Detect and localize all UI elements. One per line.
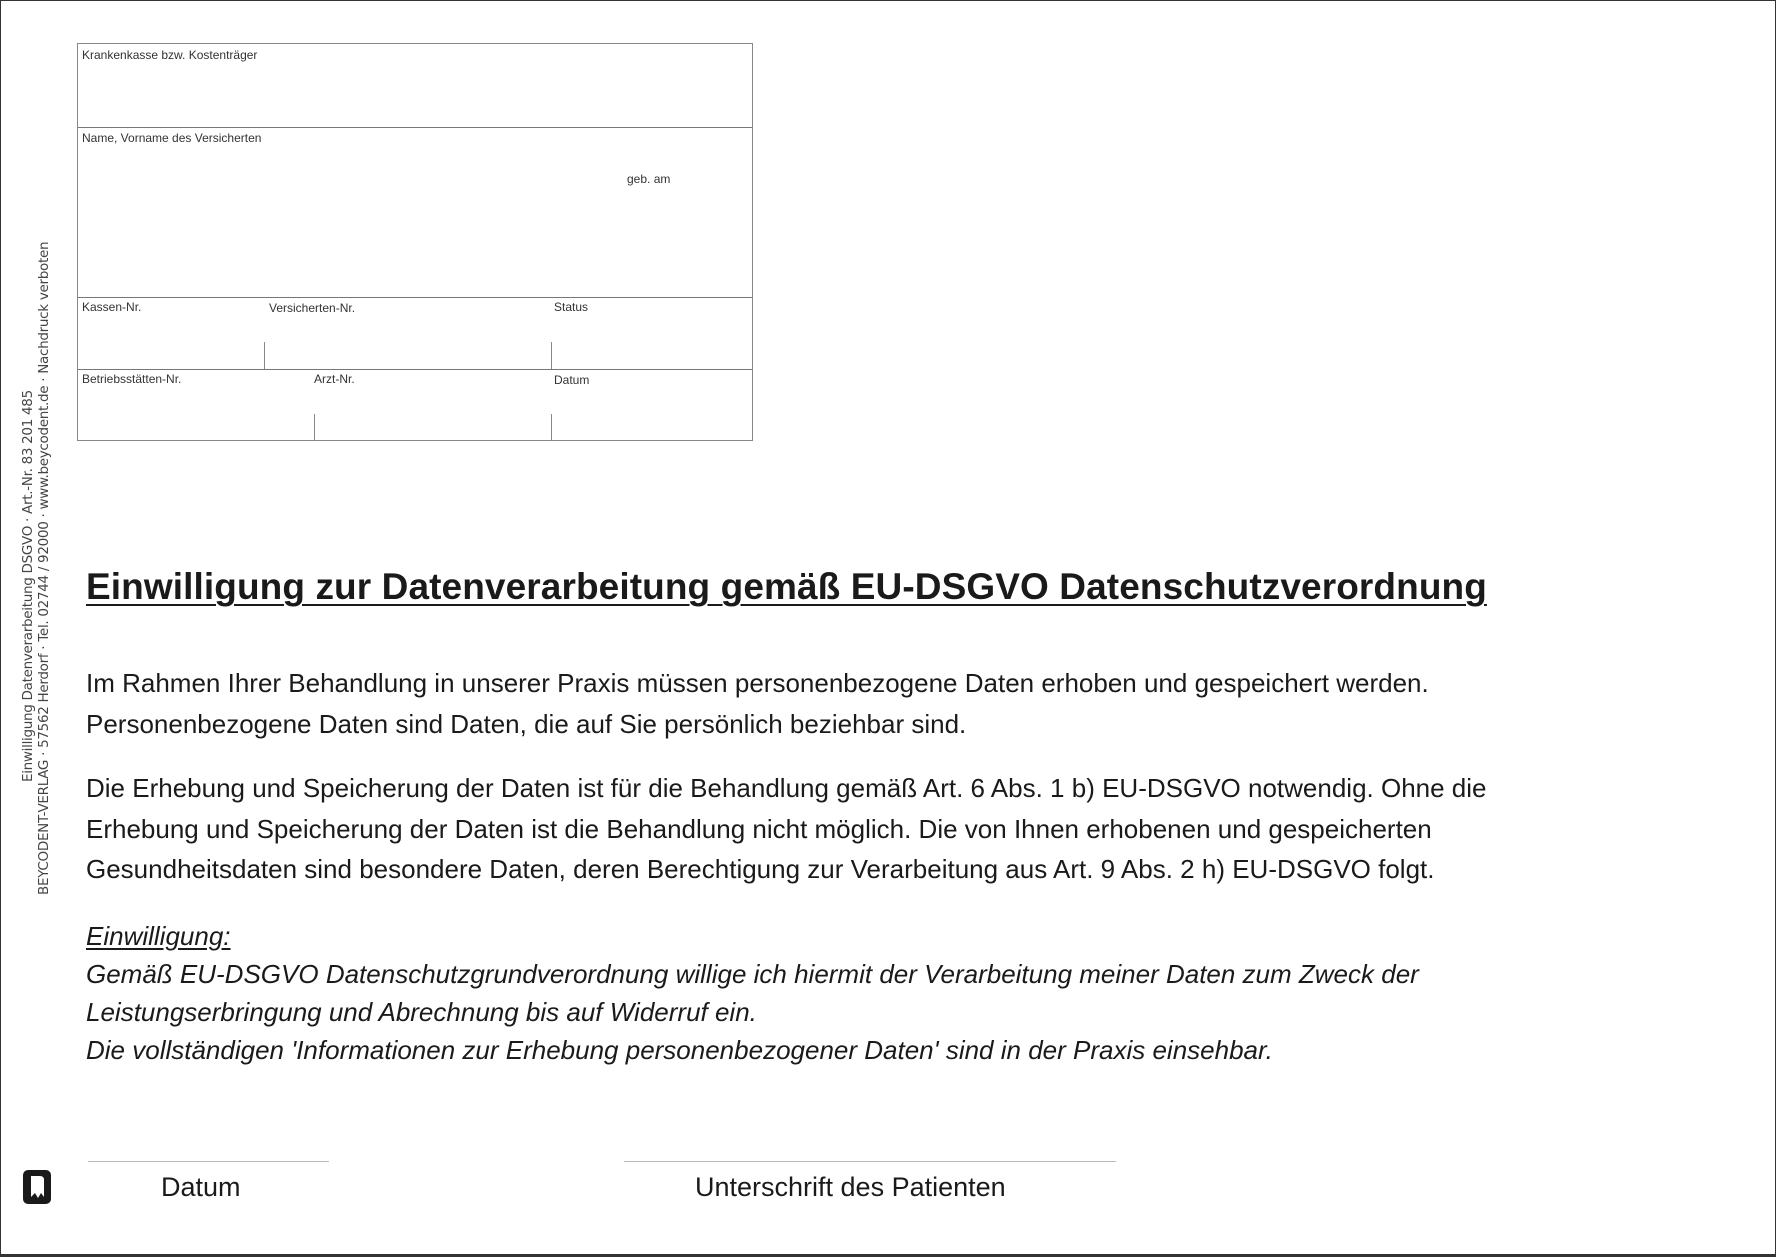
status-label: Status [554,300,589,314]
versicherten-nr-label: Versicherten-Nr. [269,301,356,315]
field-separator [264,342,265,369]
publisher-logo [23,1170,51,1204]
consent-line: Leistungserbringung und Abrechnung bis auf Widerruf ein. [86,997,757,1027]
paragraph-line: Im Rahmen Ihrer Behandlung in unserer Praxis müssen personenbezogene Daten erhoben und gespeichert werden. [86,668,1429,698]
datum-label: Datum [554,373,590,387]
publisher-info-text: BEYCODENT-VERLAG · 57562 Herdorf · Tel. 02744 / 92000 · www.beycodent.de · Nachdruck verboten [36,241,52,895]
date-signature-label: Datum [161,1172,241,1202]
paragraph-line: Personenbezogene Daten sind Daten, die auf Sie persönlich beziehbar sind. [86,708,967,739]
article-info-text: Einwilligung Datenverarbeitung DSGVO · Art.-Nr. 83 201 485 [20,390,36,782]
insurance-card-form [77,43,753,441]
form-divider [78,297,752,298]
intro-paragraph [86,663,1429,744]
paragraph-line: Gesundheitsdaten sind besondere Daten, deren Berechtigung zur Verarbeitung aus Art. 9 Abs. 2 h) EU-DSGVO folgt. [86,854,1435,884]
tooth-logo-icon [23,1170,51,1204]
consent-line: Gemäß EU-DSGVO Datenschutzgrundverordnung willige ich hiermit der Verarbeitung meiner Daten zum Zweck der [86,959,1419,989]
geb-am-label: geb. am [627,172,671,186]
consent-heading: Einwilligung: [86,921,231,951]
consent-section [86,917,1419,1069]
kassen-nr-label: Kassen-Nr. [82,300,142,314]
form-divider [78,369,752,370]
patient-signature-line [624,1161,1116,1162]
date-signature-line [88,1161,329,1162]
arzt-nr-label: Arzt-Nr. [314,372,355,386]
field-separator [551,414,552,441]
krankenkasse-label: Krankenkasse bzw. Kostenträger [82,48,258,62]
paragraph-line: Die Erhebung und Speicherung der Daten ist für die Behandlung gemäß Art. 6 Abs. 1 b) EU-DSGVO notwendig. Ohne die [86,773,1487,803]
betriebsstaetten-nr-label: Betriebsstätten-Nr. [82,372,182,386]
field-separator [314,414,315,441]
paragraph-line: Erhebung und Speicherung der Daten ist die Behandlung nicht möglich. Die von Ihnen erhobenen und gespeicherten [86,813,1432,844]
name-label: Name, Vorname des Versicherten [82,131,262,145]
field-separator [551,342,552,369]
form-divider [78,127,752,128]
patient-signature-label: Unterschrift des Patienten [695,1172,1006,1202]
legal-basis-paragraph [86,768,1487,890]
consent-line: Die vollständigen 'Informationen zur Erhebung personenbezogener Daten' sind in der Praxis einsehbar. [86,1035,1273,1065]
page-title: Einwilligung zur Datenverarbeitung gemäß EU-DSGVO Datenschutzverordnung [86,566,1487,607]
